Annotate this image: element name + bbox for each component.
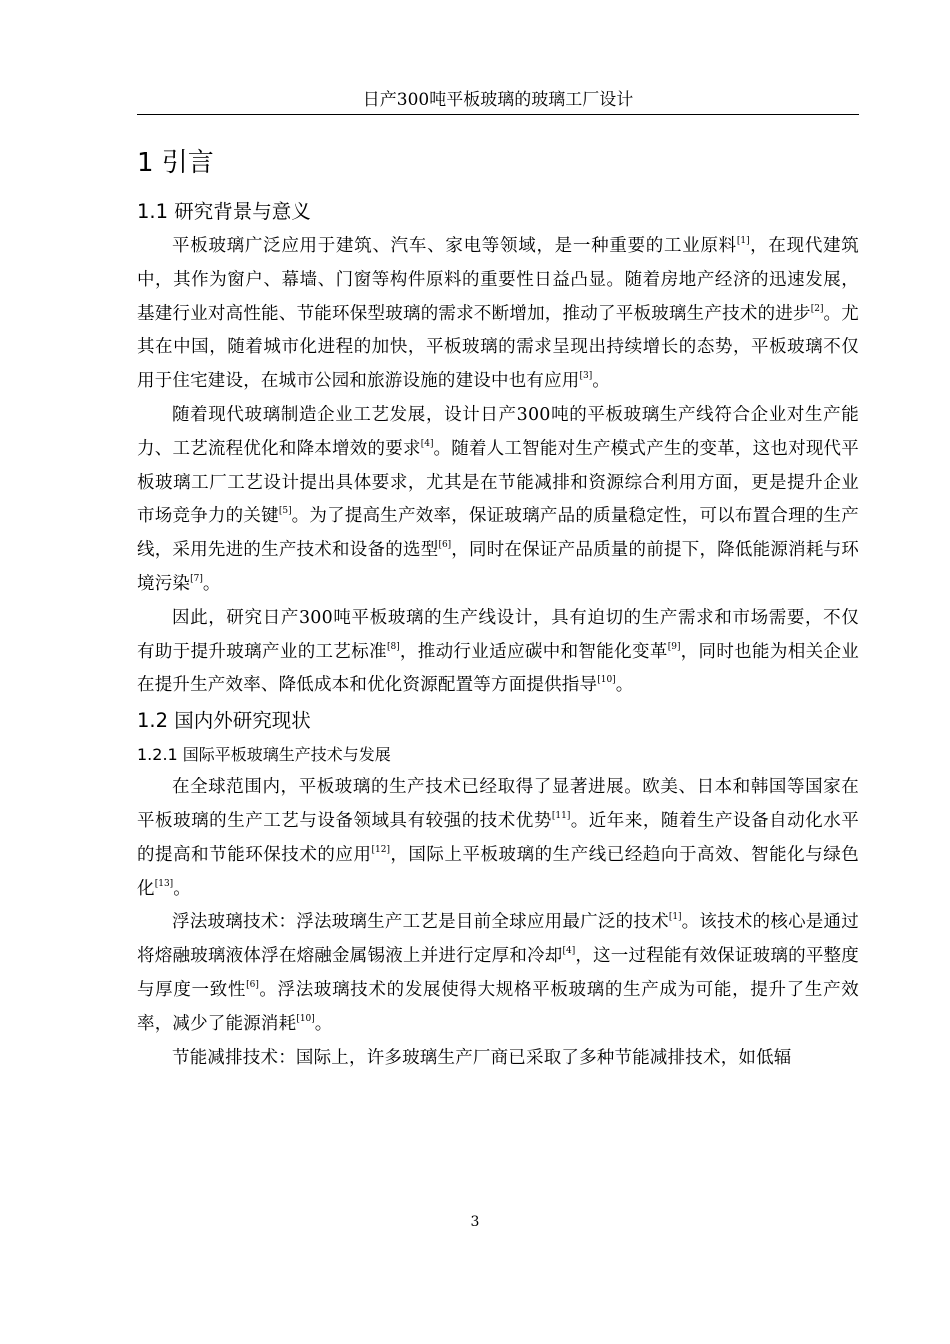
header-divider	[137, 114, 859, 115]
citation-ref: [4]	[562, 946, 576, 957]
paragraph-text: 。随着人工智能对生产模式产生的变革，这也对现代平板玻璃工厂工艺设计提出具体要求，尤其是在节能减排和资源综合利用方面，更是提升企业市场竞争力的关键	[137, 438, 859, 527]
paragraph	[137, 602, 859, 703]
citation-ref: [7]	[190, 573, 203, 584]
citation-ref: [4]	[420, 438, 434, 449]
page-number: 3	[470, 1214, 480, 1230]
paragraph-text: ，在现代建筑中，其作为窗户、幕墙、门窗等构件原料的重要性日益凸显。随着房地产经济的迅速发展，基建行业对高性能、节能环保型玻璃的需求不断增加，推动了平板玻璃生产技术的进步	[137, 236, 859, 324]
paragraph-text: ，国际上平板玻璃的生产线已经趋向于高效、智能化与绿色化	[137, 844, 859, 899]
paragraph-text: 。	[592, 371, 610, 392]
paragraph	[137, 771, 859, 906]
citation-ref: [8]	[386, 641, 400, 652]
section-title: 1.1 研究背景与意义	[137, 200, 311, 223]
paragraph-text: 。	[615, 675, 634, 696]
paragraph-text: 节能减排技术：国际上，许多玻璃生产厂商已采取了多种节能减排技术，如低辐	[172, 1047, 792, 1068]
document-body	[137, 138, 859, 1075]
paragraph-text: 因此，研究日产300吨平板玻璃的生产线设计，具有迫切的生产需求和市场需要，不仅有助于提升玻璃产业的工艺标准	[137, 607, 859, 662]
citation-ref: [12]	[371, 844, 390, 855]
citation-ref: [9]	[667, 641, 681, 652]
chapter-title: 1 引言	[137, 148, 214, 178]
citation-ref: [2]	[810, 303, 824, 314]
paragraph	[137, 230, 859, 399]
paragraph	[137, 399, 859, 602]
paragraph-text: 。尤其在中国，随着城市化进程的加快，平板玻璃的需求呈现出持续增长的态势，平板玻璃不仅用于住宅建设，在城市公园和旅游设施的建设中也有应用	[137, 303, 859, 392]
paragraph-text: ，同时也能为相关企业在提升生产效率、降低成本和优化资源配置等方面提供指导	[137, 641, 859, 696]
paragraph-text: ，同时在保证产品质量的前提下，降低能源消耗与环境污染	[137, 540, 859, 594]
paragraph-text: ，这一过程能有效保证玻璃的平整度与厚度一致性	[137, 946, 859, 1000]
citation-ref: [10]	[597, 675, 616, 686]
subsection-title: 1.2.1 国际平板玻璃生产技术与发展	[137, 745, 391, 765]
paragraph-text: 随着现代玻璃制造企业工艺发展，设计日产300吨的平板玻璃生产线符合企业对生产能力、工艺流程优化和降本增效的要求	[137, 404, 859, 459]
paragraph	[137, 1042, 859, 1076]
citation-ref: [1]	[668, 912, 682, 923]
citation-ref: [6]	[246, 979, 259, 990]
citation-ref: [1]	[736, 236, 750, 246]
citation-ref: [6]	[438, 540, 452, 551]
paragraph-text: 浮法玻璃技术：浮法玻璃生产工艺是目前全球应用最广泛的技术	[172, 912, 669, 933]
paragraph-text: ，推动行业适应碳中和智能化变革	[399, 641, 668, 662]
paragraph-text: 。浮法玻璃技术的发展使得大规格平板玻璃的生产成为可能，提升了生产效率，减少了能源消耗	[137, 979, 859, 1034]
page-header-title: 日产300吨平板玻璃的玻璃工厂设计	[362, 90, 634, 110]
paragraph-text: 。	[314, 1013, 333, 1034]
paragraph-text: 。该技术的核心是通过将熔融玻璃液体浮在熔融金属锡液上并进行定厚和冷却	[137, 912, 859, 967]
paragraph-text: 平板玻璃广泛应用于建筑、汽车、家电等领域，是一种重要的工业原料	[172, 236, 737, 256]
citation-ref: [5]	[278, 506, 292, 517]
citation-ref: [11]	[551, 810, 571, 821]
paragraph-text: 。	[202, 573, 221, 594]
paragraph-text: 。	[173, 878, 191, 899]
section-title: 1.2 国内外研究现状	[137, 709, 311, 733]
citation-ref: [10]	[296, 1013, 315, 1024]
paragraph-text: 在全球范围内，平板玻璃的生产技术已经取得了显著进展。欧美、日本和韩国等国家在平板玻璃的生产工艺与设备领域具有较强的技术优势	[137, 777, 859, 831]
paragraph	[137, 906, 859, 1041]
citation-ref: [13]	[154, 878, 174, 889]
citation-ref: [3]	[579, 371, 593, 382]
paragraph-text: 。近年来，随着生产设备自动化水平的提高和节能环保技术的应用	[137, 810, 859, 865]
paragraph-text: 。为了提高生产效率，保证玻璃产品的质量稳定性，可以布置合理的生产线，采用先进的生产技术和设备的选型	[137, 506, 859, 561]
